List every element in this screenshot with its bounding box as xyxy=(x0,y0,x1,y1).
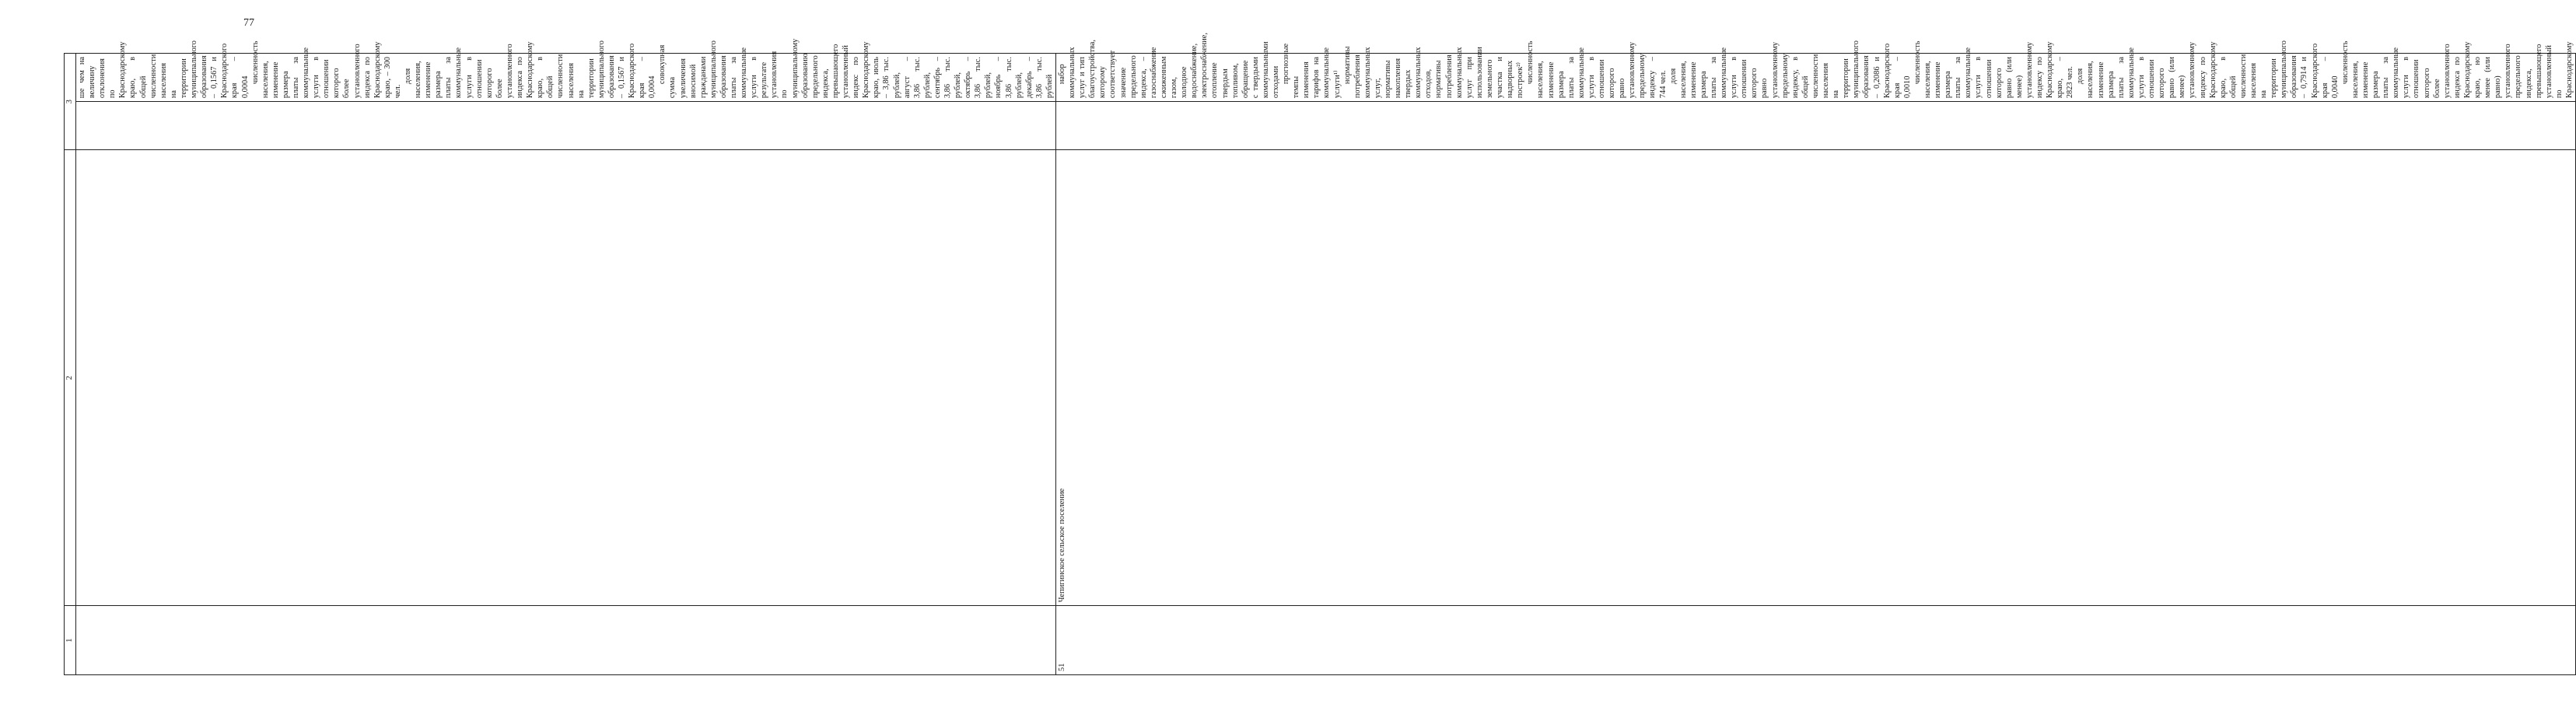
table-header-row xyxy=(65,54,76,675)
cell-number xyxy=(76,606,1056,675)
header-col-3: 3 xyxy=(65,54,76,150)
paragraph: доля населения, изменение размера платы за коммунальные услуги в отношении которого равно (или менее) установленному индексу по Краснодарскому краю, в общей численности населения на территории муниципального образования – 0,7914 и Краснодарского края – 0,0040 xyxy=(2076,40,2340,99)
paragraph: нормативы потребления коммунальных услуг, нормативы накопления твердых коммунальных отходов, нормативы потребления коммунальных услуг при использовании земельного участка и надворных построек²⁾ xyxy=(1342,46,1525,99)
paragraph: численность населения, изменение размера платы за коммунальные услуги в отношении которого более установленного индекса по Краснодарскому краю, но менее (или равно) установленного предельного индекса, превышающего установленный по Краснодарскому xyxy=(2340,40,2574,99)
cell-empty xyxy=(1056,102,2576,150)
table-row-51 xyxy=(1056,54,2576,675)
cell-content xyxy=(76,38,1056,102)
paragraph: численность населения, изменение размера платы за коммунальные услуги в отношении которого равно (или менее) установленному индексу по Краснодарскому краю, – 2823 чел. xyxy=(1913,40,2075,99)
cell-name xyxy=(76,150,1056,606)
document-table xyxy=(64,33,2576,675)
table-row-continuation xyxy=(76,54,1056,675)
page-number: 77 xyxy=(243,17,254,29)
paragraph: набор коммунальных услуг и тип благоустройства, которому соответствует значение предельного индекса, – газоснабжение сжиженным газом, холодное водоснабжение, электроснабжение, отопление твердым топливом, обращение с твердыми коммунальными отходами xyxy=(1058,33,1280,99)
paragraph: численность населения, изменение размера платы за коммунальные услуги в отношении которого равно установленному предельному индексу – 744 чел. xyxy=(1526,40,1668,99)
cell-empty xyxy=(76,102,1056,150)
header-col-1: 1 xyxy=(65,606,76,675)
paragraph: прогнозные темпы изменения тарифов на коммунальные услуги¹⁾ xyxy=(1282,43,1342,99)
paragraph: ше чем на величину отклонения по Краснодарскому краю, в общей численности населения на территории муниципального образования – 0,1567 и Краснодарского края – 0,0004 xyxy=(78,40,250,99)
cell-content xyxy=(1056,33,2576,102)
cell-number: 51 xyxy=(1056,606,2576,675)
paragraph: доля населения, изменение размера платы за коммунальные услуги в отношении которого более установленного индекса по Краснодарскому краю, в общей численности населения на территории муниципального образования – 0,1567 и Краснодарского края – 0,0004 xyxy=(404,40,657,99)
cell-settlement-name: Чепигинское сельское поселение xyxy=(1056,150,2576,606)
paragraph: совокупная сумма увеличения вносимой гражданами муниципального образования платы за коммунальные услуги в результате установления по муниципальному образованию предельного индекса, превышающего установленный индекс по Краснодарскому краю, июль – 3,86 тыс. рублей, август – 3,86 тыс. рублей, сентябрь – 3,86 тыс. рублей, октябрь – 3,86 тыс. рублей, ноябрь – 3,86 тыс. рублей, декабрь – 3,86 тыс. рублей xyxy=(658,38,1054,99)
header-col-2: 2 xyxy=(65,150,76,606)
paragraph: численность населения, изменение размера платы за коммунальные услуги в отношении которого более установленного индекса по Краснодарскому краю, – 300 чел. xyxy=(250,40,402,99)
rotated-table-container xyxy=(64,33,2574,675)
paragraph: доля населения, изменение размера платы за коммунальные услуги в отношении которого равно установленному предельному индексу, в общей численности населения на территории муниципального образования – 0,2086 и Краснодарского края – 0,0010 xyxy=(1668,40,1912,99)
